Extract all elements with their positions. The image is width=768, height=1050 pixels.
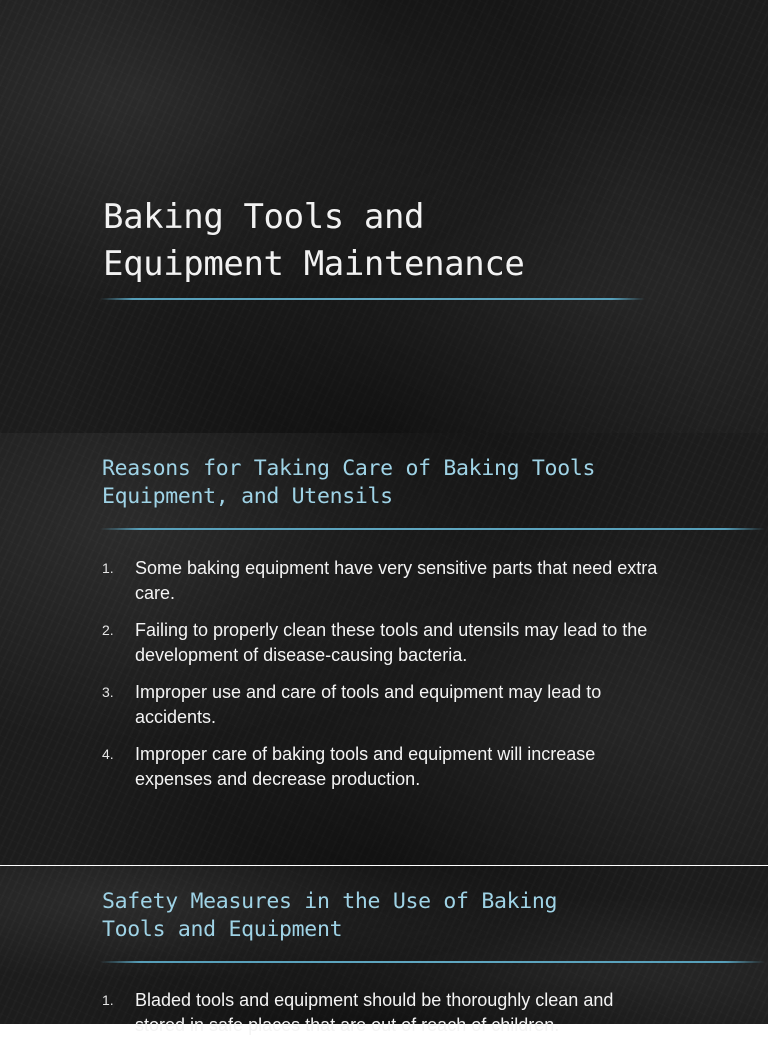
list-number: 1. (102, 992, 114, 1008)
list-item (102, 742, 662, 791)
heading-underline (100, 961, 765, 963)
list-text: Failing to properly clean these tools and utensils may lead to the development of disease-causing bacteria. (135, 620, 648, 665)
heading-line: Equipment, and Utensils (102, 484, 393, 509)
list-number: 2. (102, 622, 114, 638)
title-line: Equipment Maintenance (103, 244, 525, 284)
safety-list (102, 988, 662, 1050)
heading-line: Tools and Equipment (102, 917, 343, 942)
list-text: Improper use and care of tools and equipment may lead to accidents. (135, 682, 602, 727)
list-text: Bladed tools and equipment should be thoroughly clean and stored in safe places that are out of reach of children. (135, 990, 614, 1035)
list-item (102, 618, 662, 667)
title-line: Baking Tools and (103, 197, 425, 237)
list-text: Improper care of baking tools and equipment will increase expenses and decrease production. (135, 744, 596, 789)
slide-heading (102, 455, 722, 511)
list-number: 3. (102, 684, 114, 700)
slide-reasons (0, 433, 768, 865)
reasons-list (102, 556, 662, 804)
list-item (102, 680, 662, 729)
slide-title-heading (103, 194, 703, 288)
list-item (102, 988, 662, 1037)
heading-line: Safety Measures in the Use of Baking (102, 889, 558, 914)
slide-title (0, 0, 768, 433)
title-underline (100, 298, 645, 300)
slide-heading (102, 888, 722, 944)
heading-line: Reasons for Taking Care of Baking Tools (102, 456, 596, 481)
list-number: 4. (102, 746, 114, 762)
slide-safety-measures (0, 866, 768, 1035)
heading-underline (100, 528, 765, 530)
list-item (102, 556, 662, 605)
list-number: 1. (102, 560, 114, 576)
list-text: Some baking equipment have very sensitive parts that need extra care. (135, 558, 658, 603)
